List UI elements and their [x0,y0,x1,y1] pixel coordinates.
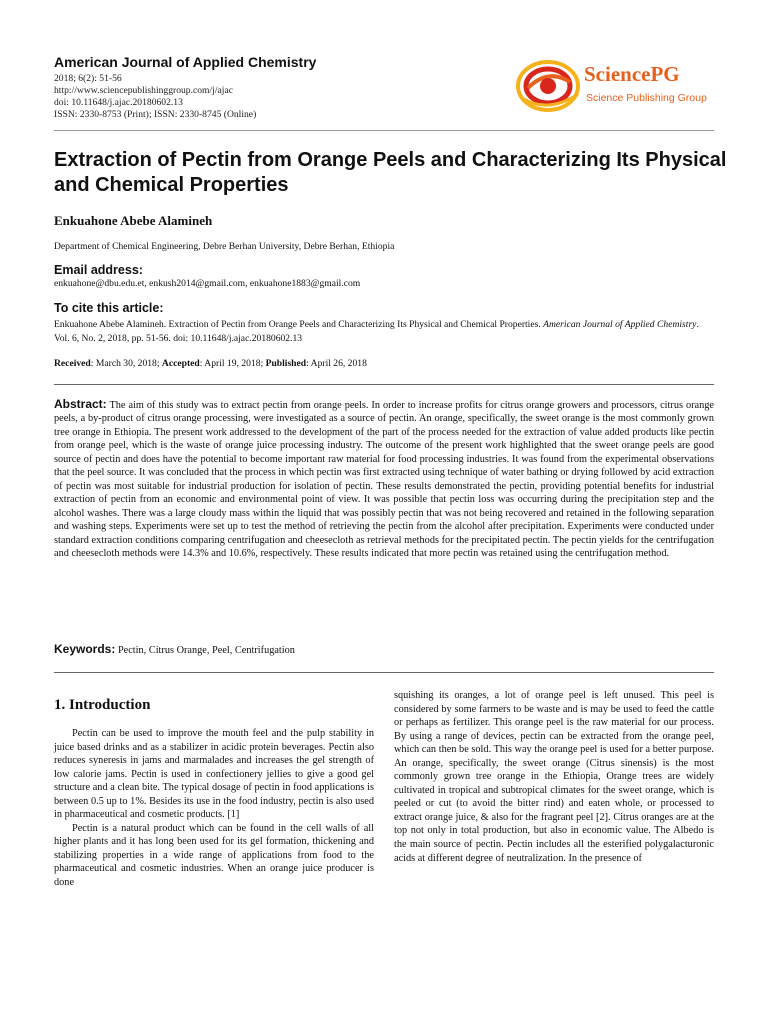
cite-text [54,318,714,346]
cite-text-tail: . Vol. 6, No. 2, 2018, pp. 51-56. doi: 10.11648/j.ajac.20180602.13 [54,319,699,344]
issn: ISSN: 2330-8753 (Print); ISSN: 2330-8745 (Online) [54,109,257,120]
header-divider [54,130,714,131]
sciencepg-logo-icon [514,58,584,114]
journal-url[interactable]: http://www.sciencepublishinggroup.com/j/ajac [54,85,233,96]
intro-heading: 1. Introduction [54,697,151,713]
cite-heading: To cite this article: [54,301,164,315]
intro-paragraph-1: Pectin can be used to improve the mouth feel and the pulp stability in juice based drinks and as a stabilizer in acidic protein beverages. Pectin also reduces syneresis in jams and marmalades and increases the gel strength of low calorie jams. Pectin is used in confectionery jellies to give a good gel structure and a clean bite. The typical dosage of pectin in food applications is between 0.5 up to 1%. Besides its use in the food industry, pectin is also used in pharmaceutical and cosmetic products. [1] [54,728,374,821]
received-label: Received [54,358,91,369]
abstract-text: The aim of this study was to extract pectin from orange peels. In order to increase profits for citrus orange growers and processors, citrus orange peels, a by-product of citrus orange processing, were investigated as a source of pectin. An orange, specifically, the sweet orange is the most commonly grown tree orange in Ethiopia. The present work addressed to the development of the part of the process needed for the extraction of value added products like pectin from orange peel, which is the waste of orange juice processing industry. The outcome of the present work highlighted that the sweet orange peels are good source of pectin and does have the potential to become important raw material for food processing industries. It was found from the experimental observations that the peel source. It was concluded that the process in which pectin was first extracted using technique of water bathing or drying followed by acid extraction of pectin was most suitable for industrial production for isolation of pectin. These results demonstrated the pectin, providing potential benefits for industrial extraction of pectin from an economic and environmental point of view. It was possible that pectin loss was occurring during the precipitation step and the alcohol washes. There was a large cloudy mass within the liquid that was possibly pectin that was not being recovered and retained in the following separation and washing steps. Experiments were set up to test the method of retrieving the pectin from the alcohol after precipitation. Experiments were conducted under standard extraction conditions comparing centrifugation and cheesecloth as retrieval methods for the precipitated pectin. The pectin yields for the centrifugation and cheesecloth methods were 14.3% and 10.6%, respectively. These results indicated that more pectin was retained using the centrifugation method. [54,400,714,559]
abstract-top-divider [54,384,714,385]
keywords-label: Keywords: [54,642,116,656]
affiliation: Department of Chemical Engineering, Debre Berhan University, Debre Berhan, Ethiopia [54,241,395,252]
abstract [54,398,714,560]
logo-name: SciencePG [584,62,680,86]
published-date: : April 26, 2018 [306,358,367,369]
cite-journal: American Journal of Applied Chemistry [543,319,697,330]
cite-text-plain: Enkuahone Abebe Alamineh. Extraction of Pectin from Orange Peels and Characterizing Its Physical and Chemical Properties. [54,319,544,330]
published-label: Published [265,358,307,369]
logo-tagline: Science Publishing Group [586,92,707,104]
intro-paragraph-3: squishing its oranges, a lot of orange peel is left unused. This peel is considered by some farmers to be waste and is may be used to feed the cattle or perhaps as fertilizer. This orange peel is the raw material for our process. By using a range of devices, pectin can be extracted from the orange peel, which can then be sold. This way the orange peel is used for a better purpose. An orange, specifically, the sweet orange (Citrus sinensis) is the most commonly grown tree orange in the Ethiopia, Orange trees are widely cultivated in tropical and subtropical climates for the sweet orange, which is peeled or cut (to avoid the bitter rind) and eaten whole, or processed to extract orange juice, & also for the fragrant peel [2]. Citrus oranges are at the top not only in total production, but also in economic value. The Albedo is the main source of pectin. Pectin includes all the esterified polygalacturonic acids at different degree of neutralization. In the presence of [394,690,714,864]
keywords-text: Pectin, Citrus Orange, Peel, Centrifugation [117,645,295,656]
accepted-date: : April 19, 2018; [199,358,266,369]
abstract-bottom-divider [54,672,714,673]
article-dates [54,357,714,371]
intro-right-column [394,689,714,865]
email-addresses[interactable]: enkuahone@dbu.edu.et, enkush2014@gmail.com, enkuahone1883@gmail.com [54,278,361,289]
author-name: Enkuahone Abebe Alamineh [54,213,213,228]
journal-title: American Journal of Applied Chemistry [54,54,317,70]
intro-paragraph-2: Pectin is a natural product which can be found in the cell walls of all higher plants and it has long been used for its gel formation, thickening and stabilizing properties in a wide range of applications from food to the pharmaceutical and cosmetic industries. When an orange juice producer is done [54,822,374,889]
received-date: : March 30, 2018; [90,358,162,369]
citation-line: 2018; 6(2): 51-56 [54,73,122,84]
abstract-label: Abstract: [54,397,107,411]
keywords [54,642,295,656]
accepted-label: Accepted [161,358,200,369]
email-heading: Email address: [54,263,143,277]
doi[interactable]: doi: 10.11648/j.ajac.20180602.13 [54,97,183,108]
paper-title: Extraction of Pectin from Orange Peels and Characterizing Its Physical and Chemical Properties [54,149,727,196]
intro-left-column [54,727,374,890]
